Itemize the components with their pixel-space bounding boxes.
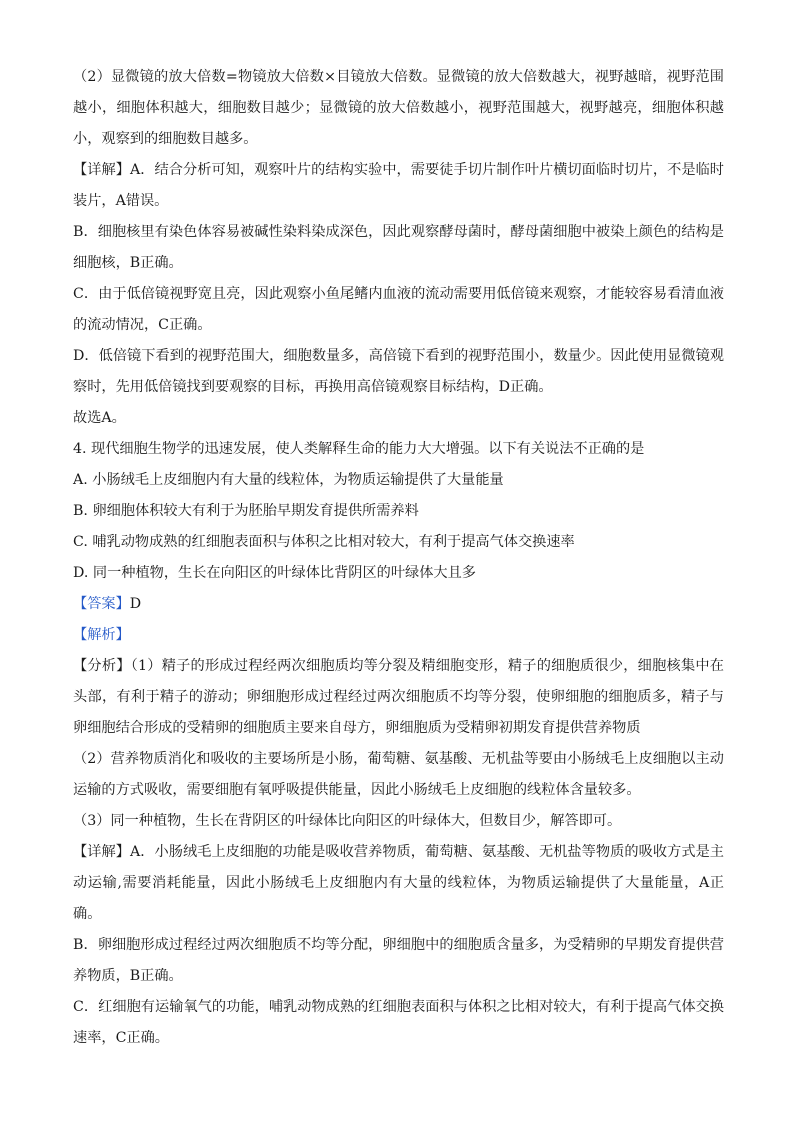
answer-value: D [129,596,142,612]
analysis-point-3: （3）同一种植物，生长在背阴区的叶绿体比向阳区的叶绿体大，但数目少，解答即可。 [73,813,622,829]
detail-option-d: D．低倍镜下看到的视野范围大，细胞数量多，高倍镜下看到的视野范围小，数量少。因此使用显微镜观察时，先用低倍镜找到要观察的目标，再换用高倍镜观察目标结构，D正确。 [73,348,724,395]
q4-detail-option-b: B．卵细胞形成过程经过两次细胞质不均等分配，卵细胞中的细胞质含量多，为受精卵的早期发育提供营养物质，B正确。 [73,937,724,984]
q4-detail-option-a: 【详解】A．小肠绒毛上皮细胞的功能是吸收营养物质，葡萄糖、氨基酸、无机盐等物质的吸收方式是主动运输,需要消耗能量，因此小肠绒毛上皮细胞内有大量的线粒体，为物质运输提供了大量能量，A正确。 [73,844,724,922]
option-c: C. 哺乳动物成熟的红细胞表面积与体积之比相对较大，有利于提高气体交换速率 [73,534,575,550]
analysis-label: 【解析】 [73,627,130,643]
detail-option-b: B．细胞核里有染色体容易被碱性染料染成深色，因此观察酵母菌时，酵母菌细胞中被染上颜色的结构是细胞核，B正确。 [73,224,724,271]
analysis-point-1: 【分析】（1）精子的形成过程经两次细胞质均等分裂及精细胞变形，精子的细胞质很少，细胞核集中在头部，有利于精子的游动；卵细胞形成过程经过两次细胞质不均等分裂，使卵细胞的细胞质多，精子与卵细胞结合形成的受精卵的细胞质主要来自母方，卵细胞质为受精卵初期发育提供营养物质 [73,658,724,736]
detail-option-a: 【详解】A．结合分析可知，观察叶片的结构实验中，需要徒手切片制作叶片横切面临时切片，不是临时装片，A错误。 [73,162,724,209]
option-d: D. 同一种植物，生长在向阳区的叶绿体比背阴区的叶绿体大且多 [73,565,476,581]
analysis-heading [73,620,724,651]
question-stem: 4. 现代细胞生物学的迅速发展，使人类解释生命的能力大大增强。以下有关说法不正确的是 [73,441,645,457]
analysis-point-2: （2）营养物质消化和吸收的主要场所是小肠，葡萄糖、氨基酸、无机盐等要由小肠绒毛上皮细胞以主动运输的方式吸收，需要细胞有氧呼吸提供能量，因此小肠绒毛上皮细胞的线粒体含量较多。 [73,751,724,798]
option-a: A. 小肠绒毛上皮细胞内有大量的线粒体，为物质运输提供了大量能量 [73,472,504,488]
answer-label: 【答案】 [73,596,130,612]
option-b: B. 卵细胞体积较大有利于为胚胎早期发育提供所需养料 [73,503,419,519]
answer-line [73,589,724,620]
conclusion: 故选A。 [73,410,126,426]
detail-option-c: C．由于低倍镜视野宽且亮，因此观察小鱼尾鳍内血液的流动需要用低倍镜来观察，才能较容易看清血液的流动情况，C正确。 [73,286,724,333]
analysis-note-2: （2）显微镜的放大倍数=物镜放大倍数×目镜放大倍数。显微镜的放大倍数越大，视野越暗，视野范围越小，细胞体积越大，细胞数目越少；显微镜的放大倍数越小，视野范围越大，视野越亮，细胞体积越小，观察到的细胞数目越多。 [73,69,724,147]
q4-detail-option-c: C．红细胞有运输氧气的功能，哺乳动物成熟的红细胞表面积与体积之比相对较大，有利于提高气体交换速率，C正确。 [73,999,724,1046]
